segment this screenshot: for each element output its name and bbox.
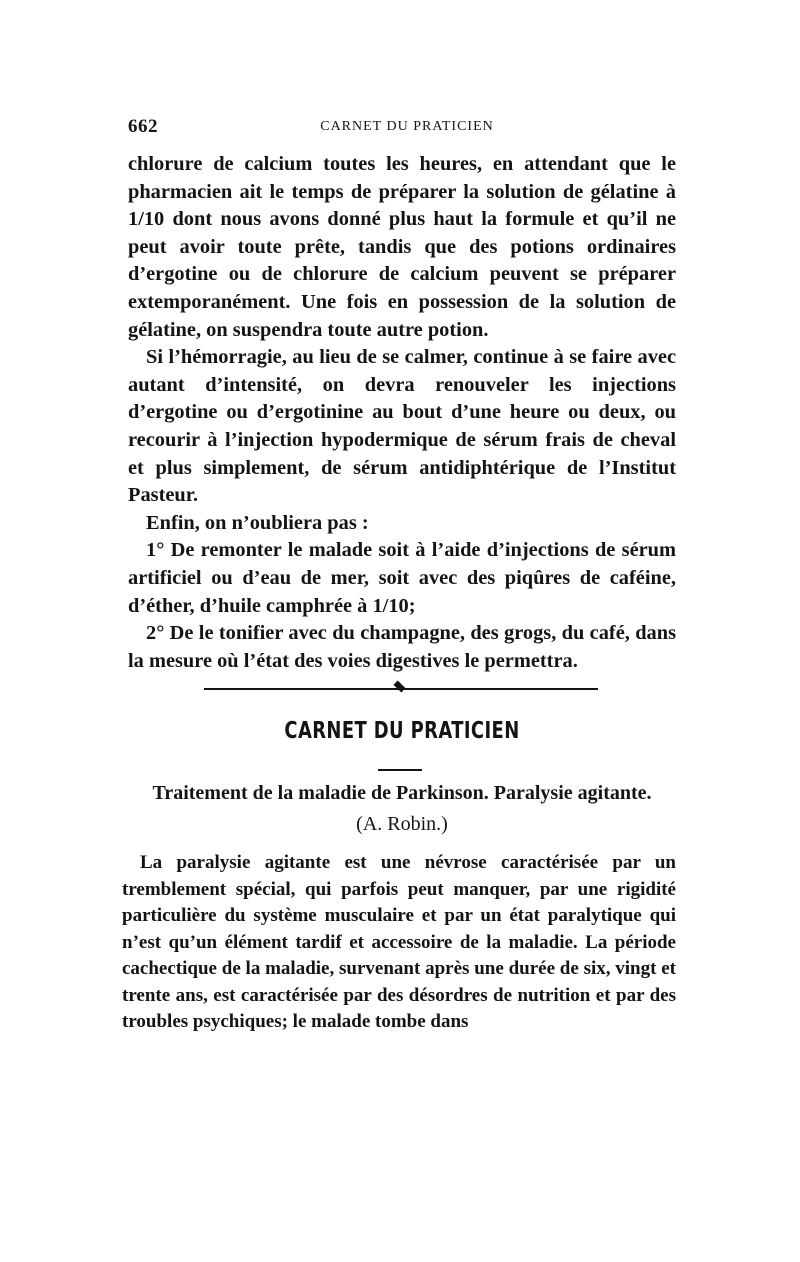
article-paragraph: La paralysie agitante est une névrose caractérisée par un tremblement spécial, qui parfois peut manquer, par une rigidité particulière du système musculaire et par un état paralytique qui n’est qu’un élément tardif et accessoire de la maladie. La période cachectique de la maladie, survenant après une durée de six, vingt et trente ans, est caractérisée par des désordres de nutrition et par des troubles psychiques; le malade tombe dans — [122, 852, 676, 1032]
page-number: 662 — [128, 116, 158, 137]
paragraph-hemorrhage: Si l’hémorragie, au lieu de se calmer, continue à se faire avec autant d’intensité, on devra renouveler les injections d’ergotine ou d’ergotinine au bout d’une heure ou deux, ou recourir à l’injection hypodermique de sérum frais de cheval et plus simplement, de sérum antidiphtérique de l’Institut Pasteur. — [128, 346, 676, 507]
paragraph-finally: Enfin, on n’oubliera pas : — [146, 511, 369, 534]
divider-diamond-ornament — [393, 680, 405, 692]
continued-text — [128, 151, 676, 675]
article-title: Traitement de la maladie de Parkinson. Paralysie agitante. — [152, 782, 652, 804]
running-head — [128, 116, 676, 140]
running-title: CARNET DU PRATICIEN — [320, 119, 494, 134]
list-item-1: 1° De remonter le malade soit à l’aide d’injections de sérum artificiel ou d’eau de mer, soit avec des piqûres de caféine, d’éther, d’huile camphrée à 1/10; — [128, 539, 676, 617]
short-divider — [378, 769, 422, 771]
article-body — [122, 850, 676, 1036]
section-title: CARNET DU PRATICIEN — [284, 718, 520, 744]
list-item-2: 2° De le tonifier avec du champagne, des grogs, du café, dans la mesure où l’état des voies digestives le permettra. — [128, 622, 676, 672]
paragraph-continued: chlorure de calcium toutes les heures, en attendant que le pharmacien ait le temps de préparer la solution de gélatine à 1/10 dont nous avons donné plus haut la formule et qu’il ne peut avoir toute prête, tandis que des potions ordinaires d’ergotine ou de chlorure de calcium peuvent se préparer extemporanément. Une fois en possession de la solution de gélatine, on suspendra toute autre potion. — [128, 153, 676, 341]
article-author: (A. Robin.) — [356, 813, 448, 835]
